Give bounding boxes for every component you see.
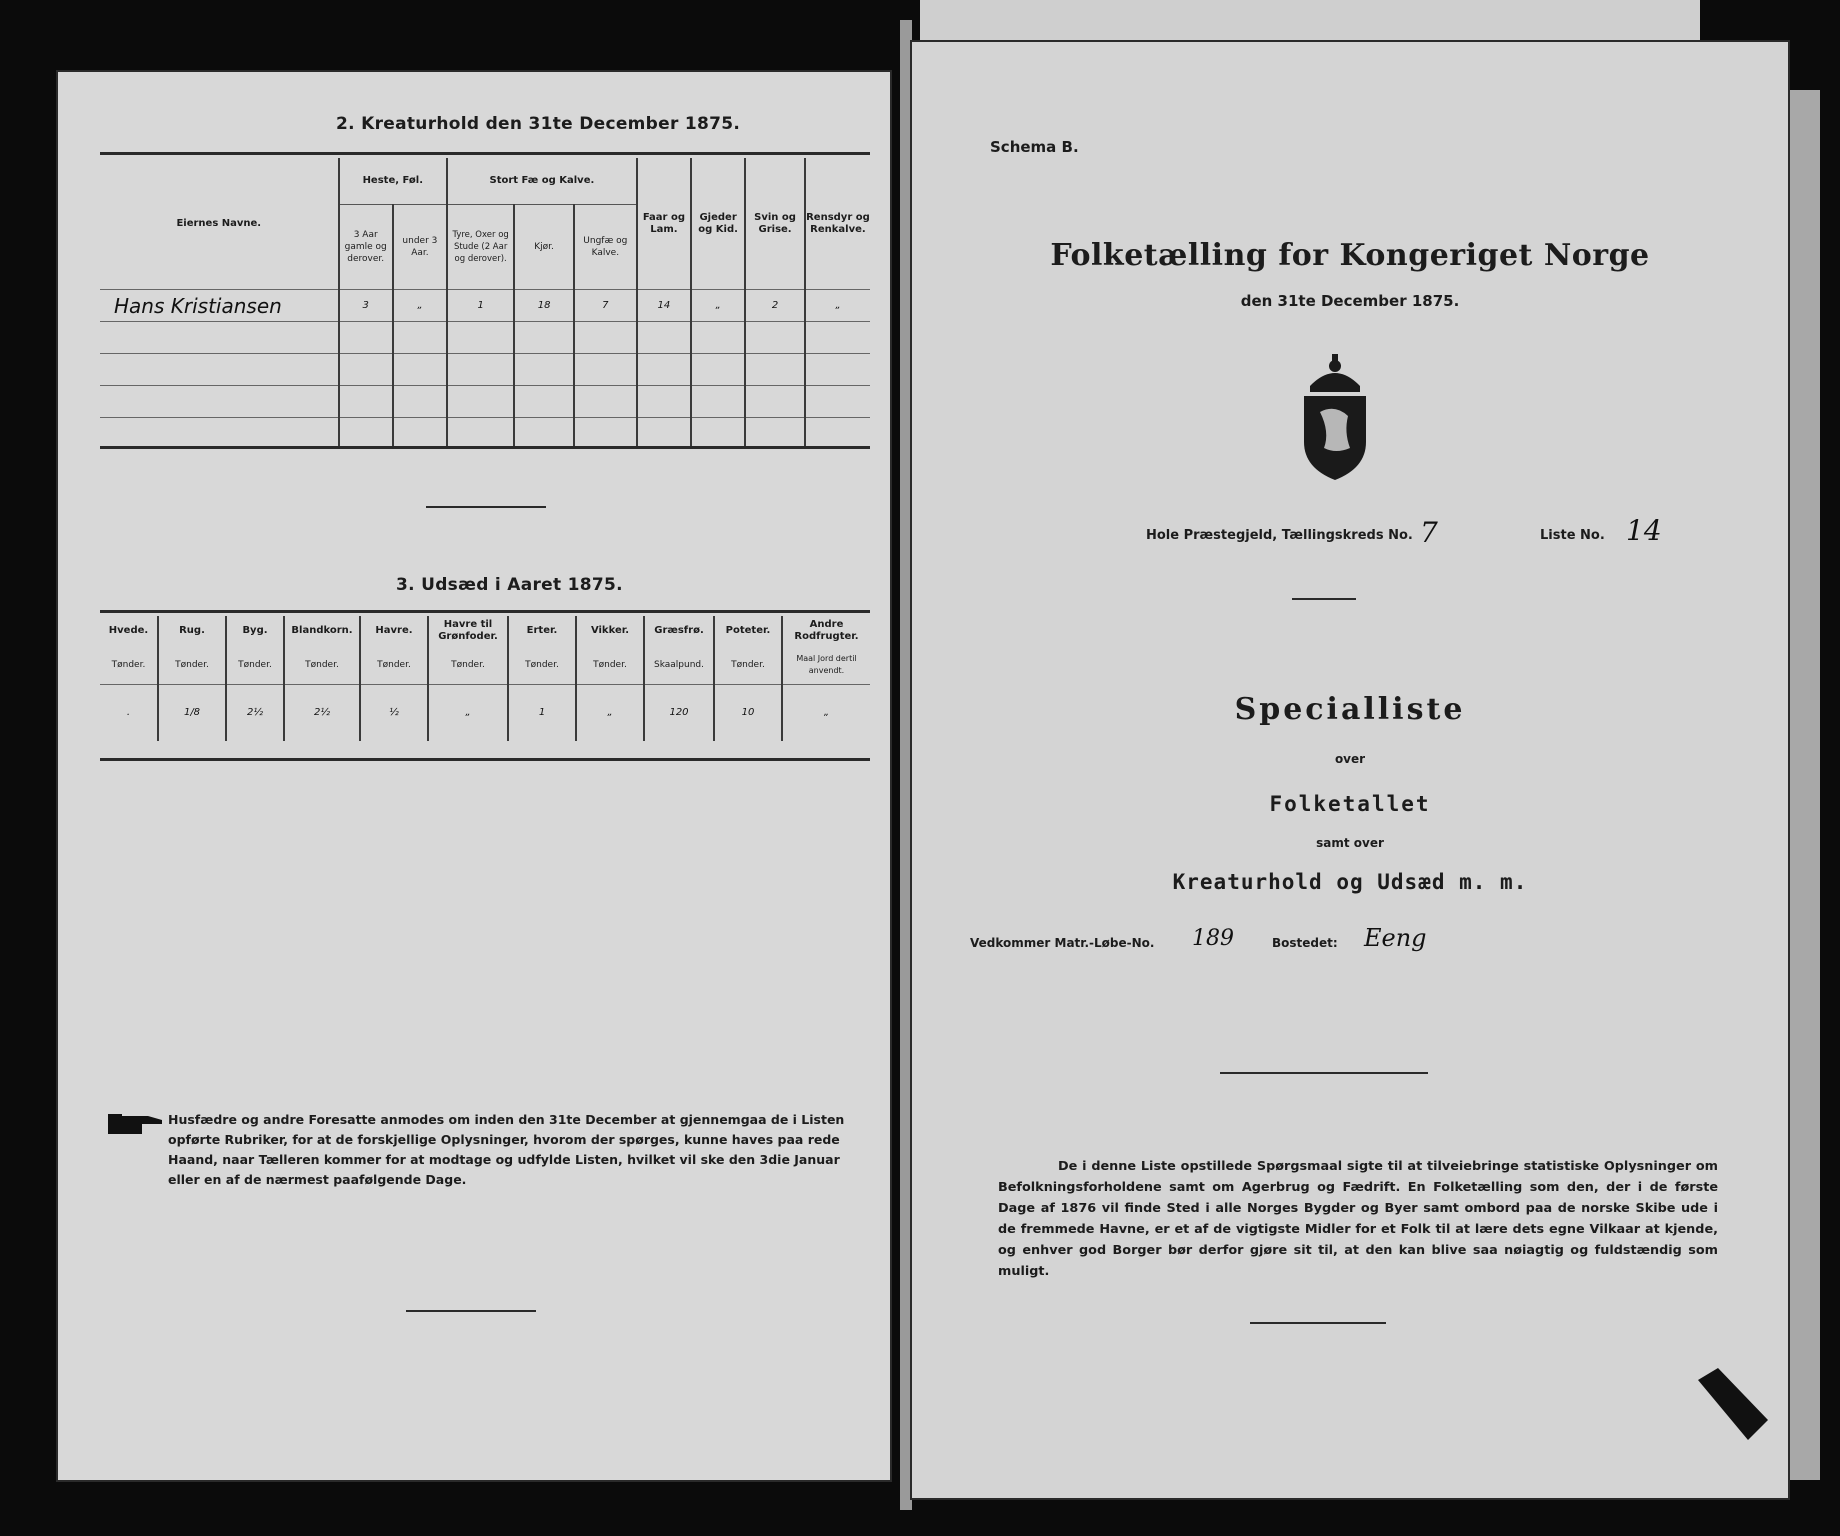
livestock-table [100,158,870,449]
seed-value-rodfrugter: „ [782,685,870,742]
seed-rule-bottom [100,758,870,761]
seed-value-hvede: . [100,685,158,742]
seed-header-vikker: Vikker. [576,616,644,646]
table-row [100,418,870,450]
corner-clip-icon [1688,1360,1778,1450]
seed-unit: Tønder. [360,646,428,685]
header-kjor: Kjør. [514,205,574,290]
heste-young-cell: „ [393,290,447,322]
seed-value-graesfro: 120 [644,685,714,742]
seed-table [100,616,870,741]
matr-number: 189 [1192,926,1234,951]
header-owner-name: Eiernes Navne. [176,217,262,229]
pointing-hand-icon [108,1110,164,1136]
header-storfe: Stort Fæ og Kalve. [447,158,637,205]
divider [1220,1072,1428,1074]
list-number: 14 [1626,514,1662,547]
owner-name-cell: Hans Kristiansen [100,290,339,322]
seed-header-poteter: Poteter. [714,616,782,646]
schema-label: Schema B. [990,138,1079,156]
header-ungfae: Ungfæ og Kalve. [574,205,637,290]
seed-unit: Tønder. [158,646,226,685]
table-row [100,685,870,742]
seed-unit: Tønder. [508,646,576,685]
faar-cell: 14 [637,290,691,322]
svin-cell: 2 [745,290,805,322]
seed-value-vikker: „ [576,685,644,742]
seed-value-gronfoder: „ [428,685,508,742]
seed-header-byg: Byg. [226,616,284,646]
seed-header-havre: Havre. [360,616,428,646]
table-rule-bottom [100,446,870,449]
bosted-value: Eeng [1364,924,1427,952]
samt-over-text: samt over [1316,836,1384,850]
kreaturhold-title: Kreaturhold og Udsæd m. m. [1172,870,1528,894]
page-edge-top [920,0,1700,40]
seed-value-byg: 2½ [226,685,284,742]
header-heste-old: 3 Aar gamle og derover. [339,205,393,290]
header-svin: Svin og Grise. [745,158,805,290]
seed-header-rug: Rug. [158,616,226,646]
bosted-label: Bostedet: [1272,936,1338,950]
census-title: Folketælling for Kongeriget Norge [1050,238,1650,273]
seed-header-blandkorn: Blandkorn. [284,616,360,646]
seed-value-blandkorn: 2½ [284,685,360,742]
seed-unit: Tønder. [714,646,782,685]
heste-old-cell: 3 [339,290,393,322]
over-text: over [1334,752,1366,766]
section3-title: 3. Udsæd i Aaret 1875. [396,575,623,595]
special-list-title: Specialliste [1234,692,1466,727]
header-heste-young: under 3 Aar. [393,205,447,290]
folketallet-title: Folketallet [1269,792,1431,816]
seed-unit: Tønder. [428,646,508,685]
coat-of-arms-icon [1290,352,1380,482]
seed-header-gronfoder: Havre til Grønfoder. [428,616,508,646]
seed-header-rodfrugter: Andre Rodfrugter. [782,616,870,646]
table-row [100,354,870,386]
header-heste: Heste, Føl. [339,158,447,205]
seed-header-hvede: Hvede. [108,625,149,636]
divider [1292,598,1356,600]
header-tyre: Tyre, Oxer og Stude (2 Aar og derover). [447,205,514,290]
explanation-paragraph: De i denne Liste opstillede Spørgsmaal sigte til at tilveiebringe statistiske Oplysninger om Befolkningsforholdene samt om Agerbrug og Fædrift. En Folketælling som den, der i de første Dage af 1876 vil finde Sted i alle Norges Bygder og Byer samt ombord paa de norske Skibe ude i de fremmede Havne, er et af de vigtigste Midler for et Folk til at lære dets egne Vilkaar at kjende, og enhver god Borger bør derfor gjøre sit til, at den kan blive saa nøiagtig og fuldstændig som muligt. [998,1159,1718,1279]
gjeder-cell: „ [691,290,745,322]
ungfae-cell: 7 [574,290,637,322]
page-edge-right [1790,90,1820,1480]
section2-title: 2. Kreaturhold den 31te December 1875. [336,114,741,134]
table-row [100,290,870,322]
rensdyr-cell: „ [805,290,870,322]
table-rule-top [100,152,870,155]
seed-header-graesfro: Græsfrø. [644,616,714,646]
notice-text: Husfædre og andre Foresatte anmodes om inden den 31te December at gjennemgaa de i Listen opførte Rubriker, for at de forskjellige Oplysninger, hvorom der spørges, kunne haves paa rede Haand, naar Tælleren kommer for at modtage og udfylde Listen, hvilket vil ske den 3die Januar eller en af de nærmest paafølgende Dage. [168,1112,845,1187]
seed-unit: Tønder. [284,646,360,685]
header-gjeder: Gjeder og Kid. [691,158,745,290]
table-row [100,322,870,354]
census-date: den 31te December 1875. [1240,292,1460,310]
parish-label: Hole Præstegjeld, Tællingskreds No. [1146,528,1413,543]
seed-rule-top [100,610,870,613]
tyre-cell: 1 [447,290,514,322]
header-faar: Faar og Lam. [637,158,691,290]
seed-value-rug: 1/8 [158,685,226,742]
list-label: Liste No. [1540,528,1605,543]
divider [406,1310,536,1312]
right-page [910,40,1790,1500]
seed-value-poteter: 10 [714,685,782,742]
left-page [56,70,892,1482]
seed-header-erter: Erter. [508,616,576,646]
district-number: 7 [1420,516,1438,549]
seed-unit: Tønder. [576,646,644,685]
seed-unit: Tønder. [226,646,284,685]
divider [1250,1322,1386,1324]
seed-unit: Skaalpund. [644,646,714,685]
seed-unit: Tønder. [111,660,146,670]
seed-value-havre: ½ [360,685,428,742]
seed-unit: Maal Jord dertil anvendt. [782,646,870,685]
divider [426,506,546,508]
seed-value-erter: 1 [508,685,576,742]
table-row [100,386,870,418]
matr-label: Vedkommer Matr.-Løbe-No. [970,936,1155,950]
header-rensdyr: Rensdyr og Renkalve. [805,158,870,290]
kjor-cell: 18 [514,290,574,322]
